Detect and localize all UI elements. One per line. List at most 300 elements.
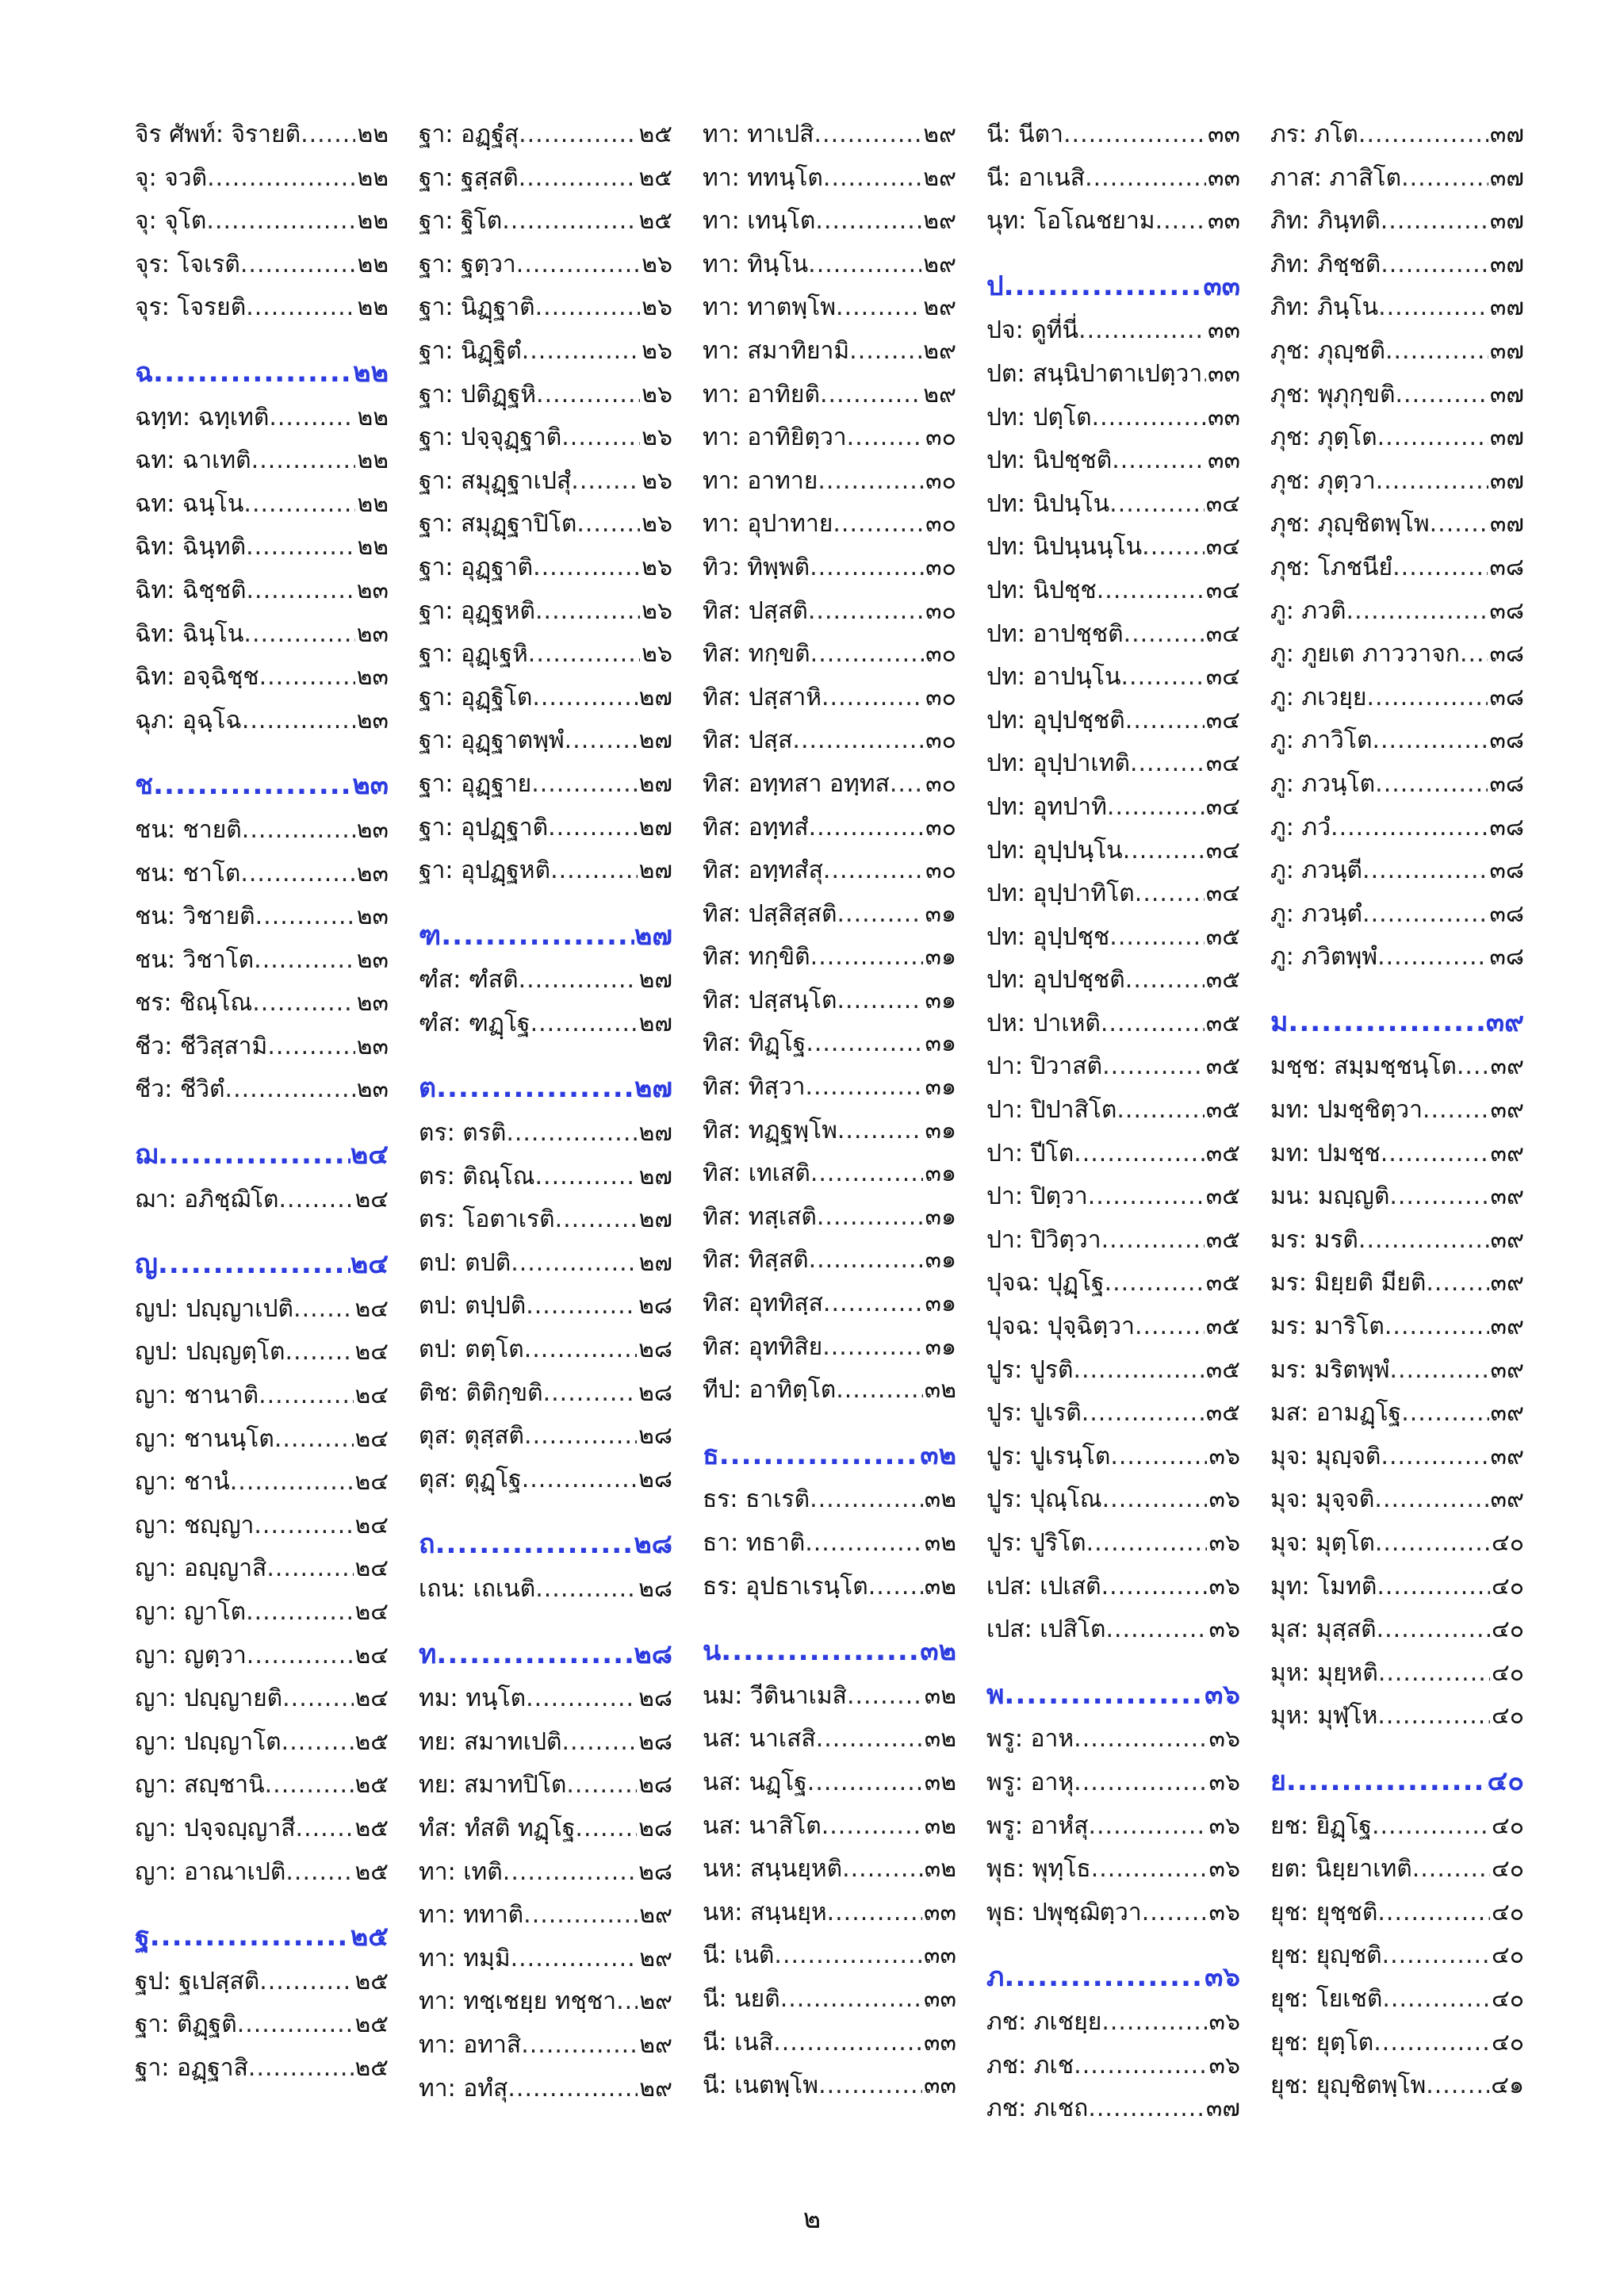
index-entry: [703, 157, 956, 201]
entry-term: ภุช: ภุตฺโต: [1270, 424, 1377, 452]
entry-term: ภู: ภวํ: [1270, 813, 1331, 841]
entry-page-number: ๓๘: [1489, 769, 1524, 798]
entry-term: ตุส: ตุฏฺโฐ: [419, 1465, 522, 1493]
dot-leader: [1382, 1934, 1490, 1978]
entry-page-number: ๓๓: [923, 1984, 956, 2013]
index-entry: [419, 807, 672, 850]
entry-term: มร: มาริโต: [1270, 1313, 1385, 1341]
section-heading: [986, 265, 1240, 309]
dot-leader: [823, 157, 921, 201]
dot-leader: [1101, 1566, 1208, 1609]
entry-term: ฐา: อฏฺฐํสุ: [419, 121, 519, 148]
entry-page-number: ๒๙: [923, 163, 956, 192]
index-entry: [135, 895, 389, 939]
entry-page-number: ๒๘: [638, 1814, 672, 1842]
entry-term: มุจ: มุจฺจติ: [1270, 1485, 1375, 1514]
index-entry: [419, 1198, 672, 1242]
entry-page-number: ๒๒: [357, 293, 389, 322]
index-entry: [135, 1635, 389, 1678]
dot-leader: [279, 1179, 354, 1222]
dot-leader: [441, 914, 634, 958]
entry-term: ฑํส: ฑฏฺโฐ: [419, 1009, 530, 1037]
entry-page-number: ๓๗: [1205, 2095, 1240, 2123]
index-entry: [1270, 200, 1524, 243]
entry-term: ภช: ภเชถ: [986, 2095, 1089, 2123]
entry-term: ภู: ภาวิโต: [1270, 726, 1373, 755]
entry-page-number: ๓๐: [925, 596, 956, 625]
index-entry: [1270, 936, 1524, 979]
dot-leader: [1088, 2087, 1205, 2131]
entry-term: พรู: อาหุ: [986, 1768, 1074, 1796]
index-entry: [703, 1110, 956, 1153]
entry-term: นี: อาเนสิ: [986, 163, 1086, 192]
dot-leader: [267, 1025, 354, 1069]
entry-page-number: ๓๕: [1205, 966, 1240, 995]
dot-leader: [810, 633, 925, 677]
entry-page-number: ๒๗: [638, 1119, 672, 1148]
entry-page-number: ๔๐: [1491, 1658, 1524, 1687]
entry-page-number: ๒๗: [638, 1009, 672, 1037]
dot-leader: [246, 526, 355, 569]
entry-page-number: ๓๘: [1489, 857, 1524, 885]
entry-page-number: ๓๗: [1489, 293, 1524, 322]
entry-term: ทิส: ปสฺสาหิ: [703, 683, 822, 711]
index-entry: [703, 979, 956, 1023]
entry-page-number: ๒๔: [354, 1511, 389, 1539]
section-page-number: ๓๖: [1205, 1678, 1240, 1711]
index-entry: [703, 1675, 956, 1719]
index-entry: [986, 1718, 1240, 1761]
dot-leader: [1401, 157, 1488, 201]
dot-leader: [266, 1547, 353, 1591]
index-column-4: [986, 113, 1240, 2131]
entry-page-number: ๓๙: [1490, 1182, 1524, 1211]
dot-leader: [1331, 807, 1488, 850]
dot-leader: [246, 286, 355, 330]
entry-term: ตร: ตรติ: [419, 1119, 507, 1148]
dot-leader: [827, 1892, 922, 1935]
entry-page-number: ๓๖: [1208, 1725, 1240, 1754]
entry-term: ฉุภ: อุฉฺโฉ: [135, 706, 242, 734]
entry-term: ทา: สมาทิยามิ: [703, 336, 850, 365]
index-entry: [135, 1547, 389, 1591]
entry-page-number: ๓๒: [924, 1529, 956, 1557]
index-entry: [986, 569, 1240, 613]
index-entry: [986, 157, 1240, 201]
entry-page-number: ๓๙: [1490, 1355, 1524, 1384]
index-entry: [419, 1242, 672, 1286]
entry-page-number: ๒๒: [357, 163, 389, 192]
dot-leader: [242, 700, 355, 743]
entry-term: มุท: โมทติ: [1270, 1572, 1377, 1600]
dot-leader: [301, 113, 355, 157]
entry-term: ภุช: โภชนียํ: [1270, 553, 1393, 581]
entry-page-number: ๓๙: [1490, 1096, 1524, 1125]
entry-page-number: ๒๕: [354, 2010, 389, 2039]
entry-page-number: ๓๑: [925, 1332, 956, 1361]
index-entry: [986, 1522, 1240, 1566]
entry-page-number: ๓๕: [1205, 922, 1240, 951]
entry-term: ยุช: โยเชติ: [1270, 1984, 1383, 2013]
dot-leader: [1121, 656, 1205, 700]
entry-term: ฐา: อุฏฺฐาติ: [419, 553, 534, 581]
index-entry: [135, 1179, 389, 1222]
dot-leader: [807, 1761, 923, 1805]
entry-page-number: ๓๖: [1208, 2007, 1240, 2036]
entry-term: ยช: ยิฏฺโฐ: [1270, 1811, 1372, 1840]
entry-term: ชีว: ชีวิสฺสามิ: [135, 1032, 268, 1060]
dot-leader: [806, 1022, 923, 1066]
dot-leader: [1074, 1718, 1207, 1761]
entry-page-number: ๓๘: [1489, 943, 1524, 972]
dot-leader: [524, 1328, 637, 1372]
index-entry: [986, 200, 1240, 243]
entry-page-number: ๓๕: [1205, 1139, 1240, 1167]
entry-page-number: ๒๓: [356, 1032, 389, 1060]
dot-leader: [528, 633, 640, 677]
dot-leader: [206, 200, 355, 243]
entry-page-number: ๒๙: [923, 121, 956, 148]
entry-page-number: ๒๖: [642, 336, 672, 365]
dot-leader: [822, 677, 924, 720]
entry-page-number: ๔๐: [1491, 1855, 1524, 1884]
entry-term: ทิส: อทฺทสํสุ: [703, 857, 823, 885]
entry-page-number: ๓๖: [1208, 1485, 1240, 1514]
entry-page-number: ๓๐: [925, 424, 956, 452]
entry-term: ทํส: ทํสติ ทฏฺโฐ: [419, 1814, 576, 1842]
entry-page-number: ๒๔: [354, 1554, 389, 1583]
entry-page-number: ๒๘: [638, 1727, 672, 1756]
entry-term: นส: นาสิโต: [703, 1811, 822, 1840]
dot-leader: [1374, 1478, 1488, 1522]
index-entry: [1270, 1478, 1524, 1522]
index-entry: [419, 1568, 672, 1612]
section-page-number: ๓๖: [1205, 1961, 1240, 1994]
dot-leader: [153, 351, 353, 395]
entry-page-number: ๔๐: [1491, 1572, 1524, 1600]
dot-leader: [805, 1522, 922, 1566]
dot-leader: [548, 807, 638, 850]
index-entry: [135, 1331, 389, 1374]
dot-leader: [252, 982, 354, 1025]
entry-page-number: ๓๕: [1205, 1096, 1240, 1125]
entry-term: มร: มิยฺยติ มียติ: [1270, 1269, 1427, 1297]
dot-leader: [1381, 243, 1488, 287]
dot-leader: [808, 243, 921, 287]
entry-page-number: ๒๙: [639, 1944, 672, 1972]
entry-term: นส: นาเสสิ: [703, 1725, 816, 1754]
entry-term: ทิส: อทฺทสา อทฺทส: [703, 769, 890, 798]
entry-page-number: ๓๔: [1205, 576, 1240, 604]
dot-leader: [820, 374, 921, 417]
index-entry: [135, 1807, 389, 1851]
entry-term: ยุช: ยุตฺโต: [1270, 2028, 1374, 2056]
dot-leader: [535, 1568, 637, 1612]
entry-term: ฌา: อภิชฺฌิโต: [135, 1185, 279, 1213]
entry-term: ปูร: ปูเรติ: [986, 1399, 1082, 1428]
entry-term: ทา: ทินฺโน: [703, 250, 809, 278]
dot-leader: [823, 849, 924, 893]
index-entry: [419, 460, 672, 504]
dot-leader: [1112, 439, 1206, 483]
section-heading: [419, 1523, 672, 1566]
section-page-number: ๒๔: [350, 1248, 389, 1281]
dot-leader: [519, 157, 638, 201]
dot-leader: [436, 1067, 634, 1110]
section-page-number: ๒๔: [350, 1139, 389, 1171]
entry-page-number: ๒๓: [356, 663, 389, 692]
entry-term: ปจ: ดูที่นี่: [986, 316, 1079, 345]
dot-leader: [242, 809, 355, 853]
entry-term: ฉิท: ฉิชฺชติ: [135, 576, 247, 604]
index-entry: [1270, 1392, 1524, 1435]
entry-page-number: ๒๓: [356, 1075, 389, 1104]
index-entry: [419, 200, 672, 243]
dot-leader: [555, 1198, 638, 1242]
dot-leader: [822, 1805, 923, 1849]
index-entry: [135, 809, 389, 853]
dot-leader: [535, 590, 640, 634]
entry-term: ญา: ชานนฺโต: [135, 1424, 274, 1453]
entry-term: ฐา: สมุฏฺฐาปิโต: [419, 510, 577, 539]
entry-term: มท: ปมชฺชิตฺวา: [1270, 1096, 1423, 1125]
entry-term: ติช: ติติกฺขติ: [419, 1378, 543, 1407]
dot-leader: [522, 330, 640, 374]
entry-page-number: ๒๘: [638, 1685, 672, 1713]
entry-term: ญา: อาณาเปติ: [135, 1857, 286, 1886]
entry-term: ทิส: ปสฺสติ: [703, 596, 808, 625]
dot-leader: [285, 1851, 353, 1895]
entry-page-number: ๒๕: [354, 1857, 389, 1886]
entry-term: นี: เนตพฺโพ: [703, 2072, 819, 2100]
entry-term: ยุช: ยุญฺชิตพฺโพ: [1270, 2072, 1427, 2100]
dot-leader: [561, 1721, 637, 1765]
index-entry: [1270, 590, 1524, 634]
dot-leader: [837, 893, 924, 937]
entry-page-number: ๒๗: [638, 769, 672, 798]
entry-term: ตป: ตปติ: [419, 1248, 511, 1277]
entry-page-number: ๓๙: [1490, 1052, 1524, 1081]
entry-page-number: ๓๒: [924, 1855, 956, 1884]
index-entry: [703, 286, 956, 330]
entry-page-number: ๓๔: [1205, 749, 1240, 778]
entry-term: มน: มญฺญติ: [1270, 1182, 1390, 1211]
entry-term: ญา: อญฺญาสิ: [135, 1554, 267, 1583]
entry-term: ปท: อาปชฺชติ: [986, 619, 1124, 648]
index-entry: [986, 1805, 1240, 1849]
dot-leader: [818, 460, 924, 504]
dot-leader: [247, 1635, 354, 1678]
dot-leader: [575, 1807, 637, 1851]
index-entry: [1270, 1305, 1524, 1349]
section-heading: [703, 1434, 956, 1478]
entry-page-number: ๒๙: [639, 1901, 672, 1930]
dot-leader: [1381, 1435, 1488, 1479]
index-entry: [703, 1022, 956, 1066]
entry-page-number: ๒๘: [638, 1857, 672, 1886]
index-entry: [135, 1418, 389, 1462]
entry-term: ทิส: อุททิสิย: [703, 1332, 823, 1361]
index-entry: [703, 1282, 956, 1326]
dot-leader: [616, 1980, 638, 2024]
dot-leader: [535, 1156, 638, 1199]
section-page-number: ๒๒: [353, 356, 389, 389]
entry-term: ภู: ภวนฺโต: [1270, 769, 1376, 798]
entry-term: ญา: ชานาติ: [135, 1382, 259, 1410]
entry-page-number: ๓๑: [925, 1116, 956, 1144]
entry-term: ภู: ภวนฺตํ: [1270, 899, 1363, 928]
index-entry: [1270, 893, 1524, 937]
entry-term: ทีป: อาทิตฺโต: [703, 1376, 837, 1405]
entry-page-number: ๒๓: [356, 859, 389, 887]
dot-leader: [259, 1961, 353, 2004]
dot-leader: [1082, 1392, 1205, 1435]
dot-leader: [1378, 286, 1488, 330]
entry-term: ฐา: อุฏฺฐาย: [419, 769, 532, 798]
entry-term: ปท: อุทปาทิ: [986, 792, 1107, 821]
entry-term: ปท: นิปชฺชติ: [986, 447, 1113, 475]
dot-leader: [810, 936, 924, 979]
index-entry: [1270, 1262, 1524, 1305]
entry-term: ทิส: อทฺทสํ: [703, 813, 809, 841]
entry-term: ทา: อาทาย: [703, 466, 818, 495]
dot-leader: [1105, 1608, 1207, 1652]
entry-page-number: ๓๕: [1205, 1052, 1240, 1081]
index-entry: [419, 546, 672, 590]
entry-term: ทา: เทนฺโต: [703, 207, 816, 236]
index-entry: [703, 1934, 956, 1978]
entry-page-number: ๒๕: [354, 1967, 389, 1995]
entry-term: มุจ: มุตฺโต: [1270, 1529, 1375, 1557]
index-entry: [986, 1219, 1240, 1263]
index-entry: [986, 309, 1240, 353]
section-letter: ป: [986, 270, 1004, 302]
dot-leader: [255, 895, 355, 939]
entry-term: ปา: ปิปาสิโต: [986, 1096, 1117, 1125]
entry-term: ทา: ทชฺเชยฺย ทชฺชา: [419, 1987, 617, 2016]
section-page-number: ๓๒: [920, 1439, 956, 1471]
index-entry: [135, 1068, 389, 1112]
entry-term: ทิส: ทกฺขิติ: [703, 943, 810, 972]
dot-leader: [243, 613, 354, 657]
dot-leader: [532, 677, 637, 720]
entry-page-number: ๒๖: [642, 510, 672, 539]
dot-leader: [436, 1633, 634, 1677]
index-entry: [703, 503, 956, 546]
index-entry: [703, 1239, 956, 1282]
index-entry: [986, 353, 1240, 397]
dot-leader: [815, 200, 921, 243]
entry-term: ทม: ทนฺโต: [419, 1685, 527, 1713]
index-entry: [1270, 677, 1524, 720]
entry-term: ทา: อุปาทาย: [703, 510, 833, 539]
entry-term: ฉิท: ฉินฺโน: [135, 619, 244, 648]
entry-page-number: ๓๔: [1205, 663, 1240, 692]
entry-term: ญป: ปญฺญาเปติ: [135, 1294, 294, 1323]
entry-term: มชฺช: สมฺมชฺชนฺโต: [1270, 1052, 1457, 1081]
dot-leader: [1124, 613, 1205, 657]
entry-page-number: ๔๐: [1491, 1702, 1524, 1731]
dot-leader: [890, 763, 924, 807]
dot-leader: [230, 1461, 354, 1504]
dot-leader: [207, 157, 355, 201]
section-heading: [135, 1243, 389, 1286]
entry-page-number: ๒๒: [357, 447, 389, 475]
entry-term: ชน: วิชายติ: [135, 903, 255, 931]
index-entry: [419, 1807, 672, 1851]
entry-page-number: ๓๘: [1489, 899, 1524, 928]
entry-term: ชร: ชิณฺโณ: [135, 989, 253, 1018]
entry-term: ชีว: ชีวิตํ: [135, 1075, 225, 1104]
entry-page-number: ๓๔: [1205, 880, 1240, 908]
dot-leader: [1202, 353, 1206, 397]
index-entry: [419, 1156, 672, 1199]
index-entry: [986, 526, 1240, 569]
index-entry: [1270, 719, 1524, 763]
index-entry: [419, 157, 672, 201]
dot-leader: [1102, 1045, 1205, 1089]
entry-page-number: ๓๒: [924, 1768, 956, 1796]
index-entry: [703, 1566, 956, 1609]
entry-term: ทา: อาทิยติ: [703, 380, 820, 408]
index-entry: [1270, 849, 1524, 893]
entry-term: จุ: จวติ: [135, 163, 208, 192]
entry-term: มุส: มุสฺสติ: [1270, 1616, 1377, 1644]
entry-term: ฐป: ฐเปสฺสติ: [135, 1967, 260, 1995]
dot-leader: [1107, 786, 1205, 830]
entry-page-number: ๓๖: [1208, 1768, 1240, 1796]
dot-leader: [511, 1938, 638, 1981]
section-letter: น: [703, 1635, 722, 1668]
entry-page-number: ๓๓: [923, 2072, 956, 2100]
index-entry: [1270, 1089, 1524, 1133]
dot-leader: [259, 1374, 353, 1418]
entry-page-number: ๓๙: [1490, 1313, 1524, 1341]
index-entry: [986, 742, 1240, 786]
index-entry: [419, 1458, 672, 1502]
entry-term: ทา: อทาสิ: [419, 2030, 522, 2059]
dot-leader: [1101, 1002, 1205, 1046]
entry-page-number: ๒๘: [638, 1575, 672, 1603]
dot-leader: [246, 1591, 353, 1635]
entry-page-number: ๒๒: [357, 533, 389, 562]
dot-leader: [533, 546, 640, 590]
entry-page-number: ๓๕: [1205, 1182, 1240, 1211]
dot-leader: [719, 1434, 921, 1478]
dot-leader: [1377, 1695, 1490, 1738]
entry-term: จุร: โจเรติ: [135, 250, 240, 278]
entry-page-number: ๓๖: [1208, 2051, 1240, 2079]
dot-leader: [810, 1478, 923, 1522]
entry-page-number: ๓๑: [925, 986, 956, 1014]
entry-page-number: ๓๓: [1207, 403, 1240, 431]
dot-leader: [293, 1288, 353, 1332]
section-heading: [1270, 1001, 1524, 1045]
entry-page-number: ๓๕: [1205, 1269, 1240, 1297]
dot-leader: [531, 763, 637, 807]
dot-leader: [526, 1677, 637, 1721]
dot-leader: [809, 1239, 924, 1282]
index-entry: [419, 330, 672, 374]
dot-leader: [1377, 1608, 1490, 1652]
dot-leader: [1381, 200, 1488, 243]
entry-term: ทิส: ปสฺส: [703, 726, 793, 755]
index-entry: [1270, 286, 1524, 330]
entry-page-number: ๒๗: [638, 1162, 672, 1190]
index-entry: [419, 1002, 672, 1046]
entry-term: ภุช: ภุญฺชติ: [1270, 336, 1385, 365]
entry-term: ญา: สญฺชานิ: [135, 1771, 265, 1800]
